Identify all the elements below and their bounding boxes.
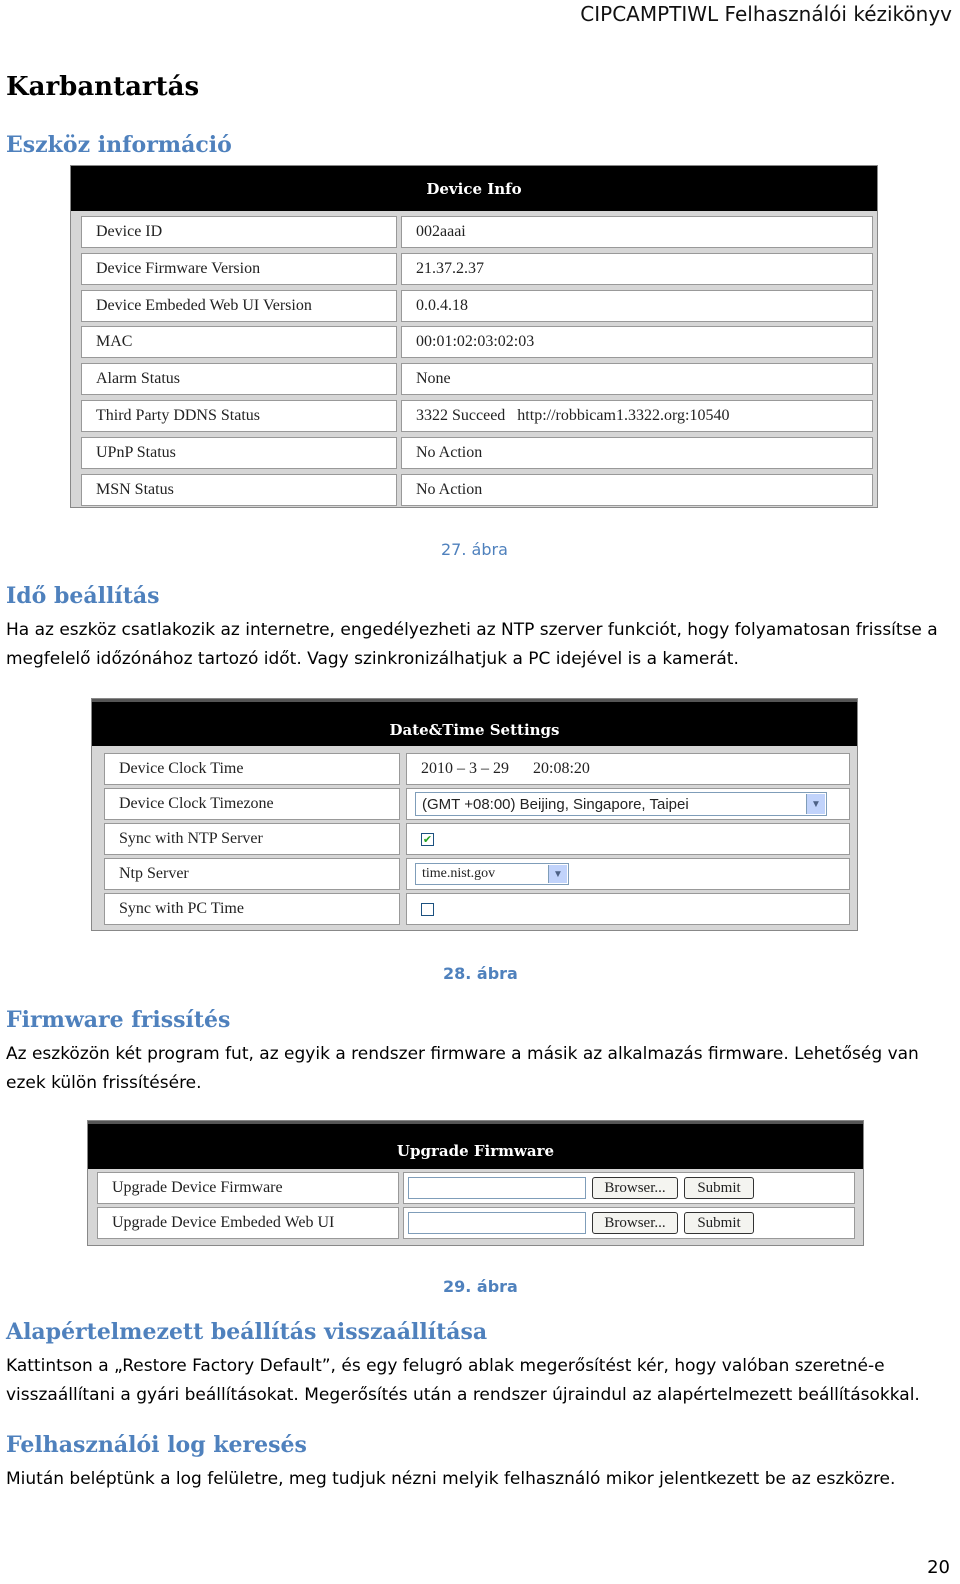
- device-info-value: None: [401, 363, 873, 395]
- device-info-row: [81, 290, 873, 322]
- pc-sync-checkbox[interactable]: [421, 903, 434, 916]
- page-number: 20: [927, 1557, 950, 1578]
- figure-29-caption: 29. ábra: [443, 1277, 518, 1296]
- ntp-sync-label: Sync with NTP Server: [104, 823, 400, 855]
- device-info-value: No Action: [401, 474, 873, 506]
- device-info-label: Device Embeded Web UI Version: [81, 290, 397, 322]
- upgrade-label: Upgrade Device Embeded Web UI: [97, 1207, 399, 1239]
- device-info-row: [81, 400, 873, 432]
- device-info-value: 21.37.2.37: [401, 253, 873, 285]
- timezone-select-value: (GMT +08:00) Beijing, Singapore, Taipei: [422, 795, 689, 813]
- device-info-label: UPnP Status: [81, 437, 397, 469]
- device-info-label: Alarm Status: [81, 363, 397, 395]
- upgrade-controls: [403, 1207, 855, 1239]
- timezone-label: Device Clock Timezone: [104, 788, 400, 820]
- page-title: Karbantartás: [6, 72, 200, 102]
- pc-sync-label: Sync with PC Time: [104, 893, 400, 925]
- device-info-row: [81, 253, 873, 285]
- pc-sync-row: [104, 893, 850, 925]
- upgrade-row: [97, 1207, 855, 1239]
- ntp-sync-checkbox[interactable]: [421, 833, 434, 846]
- ntp-server-select-value: time.nist.gov: [422, 866, 496, 881]
- device-info-label: Third Party DDNS Status: [81, 400, 397, 432]
- chevron-down-icon: ▼: [806, 794, 825, 814]
- firmware-heading: Firmware frissítés: [6, 1007, 231, 1033]
- ntp-server-row: [104, 858, 850, 890]
- ntp-sync-cell: [406, 823, 850, 855]
- upgrade-row: [97, 1172, 855, 1204]
- datetime-panel: [91, 698, 858, 931]
- upgrade-firmware-panel: [87, 1120, 864, 1246]
- log-heading: Felhasználói log keresés: [6, 1432, 307, 1458]
- restore-heading: Alapértelmezett beállítás visszaállítása: [6, 1319, 488, 1345]
- device-info-label: Device ID: [81, 216, 397, 248]
- file-path-input[interactable]: [408, 1212, 586, 1234]
- running-header: CIPCAMPTIWL Felhasználói kézikönyv: [580, 2, 952, 26]
- clock-time-row: [104, 753, 850, 785]
- device-info-label: Device Firmware Version: [81, 253, 397, 285]
- log-text: Miután beléptünk a log felületre, meg tudjuk nézni melyik felhasználó mikor jelentkezett be az eszközre.: [6, 1469, 896, 1489]
- device-info-row: [81, 326, 873, 358]
- device-info-label: MAC: [81, 326, 397, 358]
- timezone-row: [104, 788, 850, 820]
- firmware-text: Az eszközön két program fut, az egyik a rendszer firmware a másik az alkalmazás firmware. Lehetőség van ezek külön frissítésére.: [6, 1044, 919, 1093]
- time-settings-text: Ha az eszköz csatlakozik az internetre, engedélyezheti az NTP szerver funkciót, hogy folyamatosan frissítse a megfelelő időzónához tartozó időt. Vagy szinkronizálhatjuk a PC idejével is a kamerát.: [6, 620, 938, 669]
- device-info-value: No Action: [401, 437, 873, 469]
- figure-28-caption: 28. ábra: [443, 964, 518, 983]
- ntp-sync-row: [104, 823, 850, 855]
- device-info-row: [81, 216, 873, 248]
- ntp-server-cell: [406, 858, 850, 890]
- timezone-select[interactable]: [415, 792, 827, 816]
- device-info-value: 002aaai: [401, 216, 873, 248]
- ntp-server-label: Ntp Server: [104, 858, 400, 890]
- device-info-value: 00:01:02:03:02:03: [401, 326, 873, 358]
- submit-button[interactable]: Submit: [684, 1212, 754, 1234]
- device-info-panel: [70, 165, 878, 508]
- chevron-down-icon: ▼: [548, 865, 567, 883]
- ntp-server-select[interactable]: [415, 863, 569, 885]
- device-info-row: [81, 363, 873, 395]
- submit-button[interactable]: Submit: [684, 1177, 754, 1199]
- timezone-cell: [406, 788, 850, 820]
- time-settings-heading: Idő beállítás: [6, 583, 160, 609]
- clock-time-label: Device Clock Time: [104, 753, 400, 785]
- browse-button[interactable]: Browser...: [592, 1177, 678, 1199]
- clock-time-value: 2010 – 3 – 29 20:08:20: [406, 753, 850, 785]
- datetime-panel-title: Date&Time Settings: [92, 699, 857, 746]
- device-info-value: 3322 Succeed http://robbicam1.3322.org:10540: [401, 400, 873, 432]
- figure-27-caption: 27. ábra: [441, 540, 508, 559]
- device-info-label: MSN Status: [81, 474, 397, 506]
- file-path-input[interactable]: [408, 1177, 586, 1199]
- device-info-panel-title: Device Info: [71, 166, 877, 211]
- device-info-heading: Eszköz információ: [6, 132, 232, 158]
- upgrade-label: Upgrade Device Firmware: [97, 1172, 399, 1204]
- browse-button[interactable]: Browser...: [592, 1212, 678, 1234]
- device-info-row: [81, 437, 873, 469]
- device-info-row: [81, 474, 873, 506]
- pc-sync-cell: [406, 893, 850, 925]
- device-info-value: 0.0.4.18: [401, 290, 873, 322]
- checkmark-icon: ✔: [422, 833, 433, 846]
- restore-text: Kattintson a „Restore Factory Default”, és egy felugró ablak megerősítést kér, hogy valóban szeretné-e visszaállítani a gyári beállításokat. Megerősítés után a rendszer újraindul az alapértelmezett beállításokkal.: [6, 1356, 920, 1405]
- upgrade-controls: [403, 1172, 855, 1204]
- upgrade-firmware-panel-title: Upgrade Firmware: [88, 1121, 863, 1169]
